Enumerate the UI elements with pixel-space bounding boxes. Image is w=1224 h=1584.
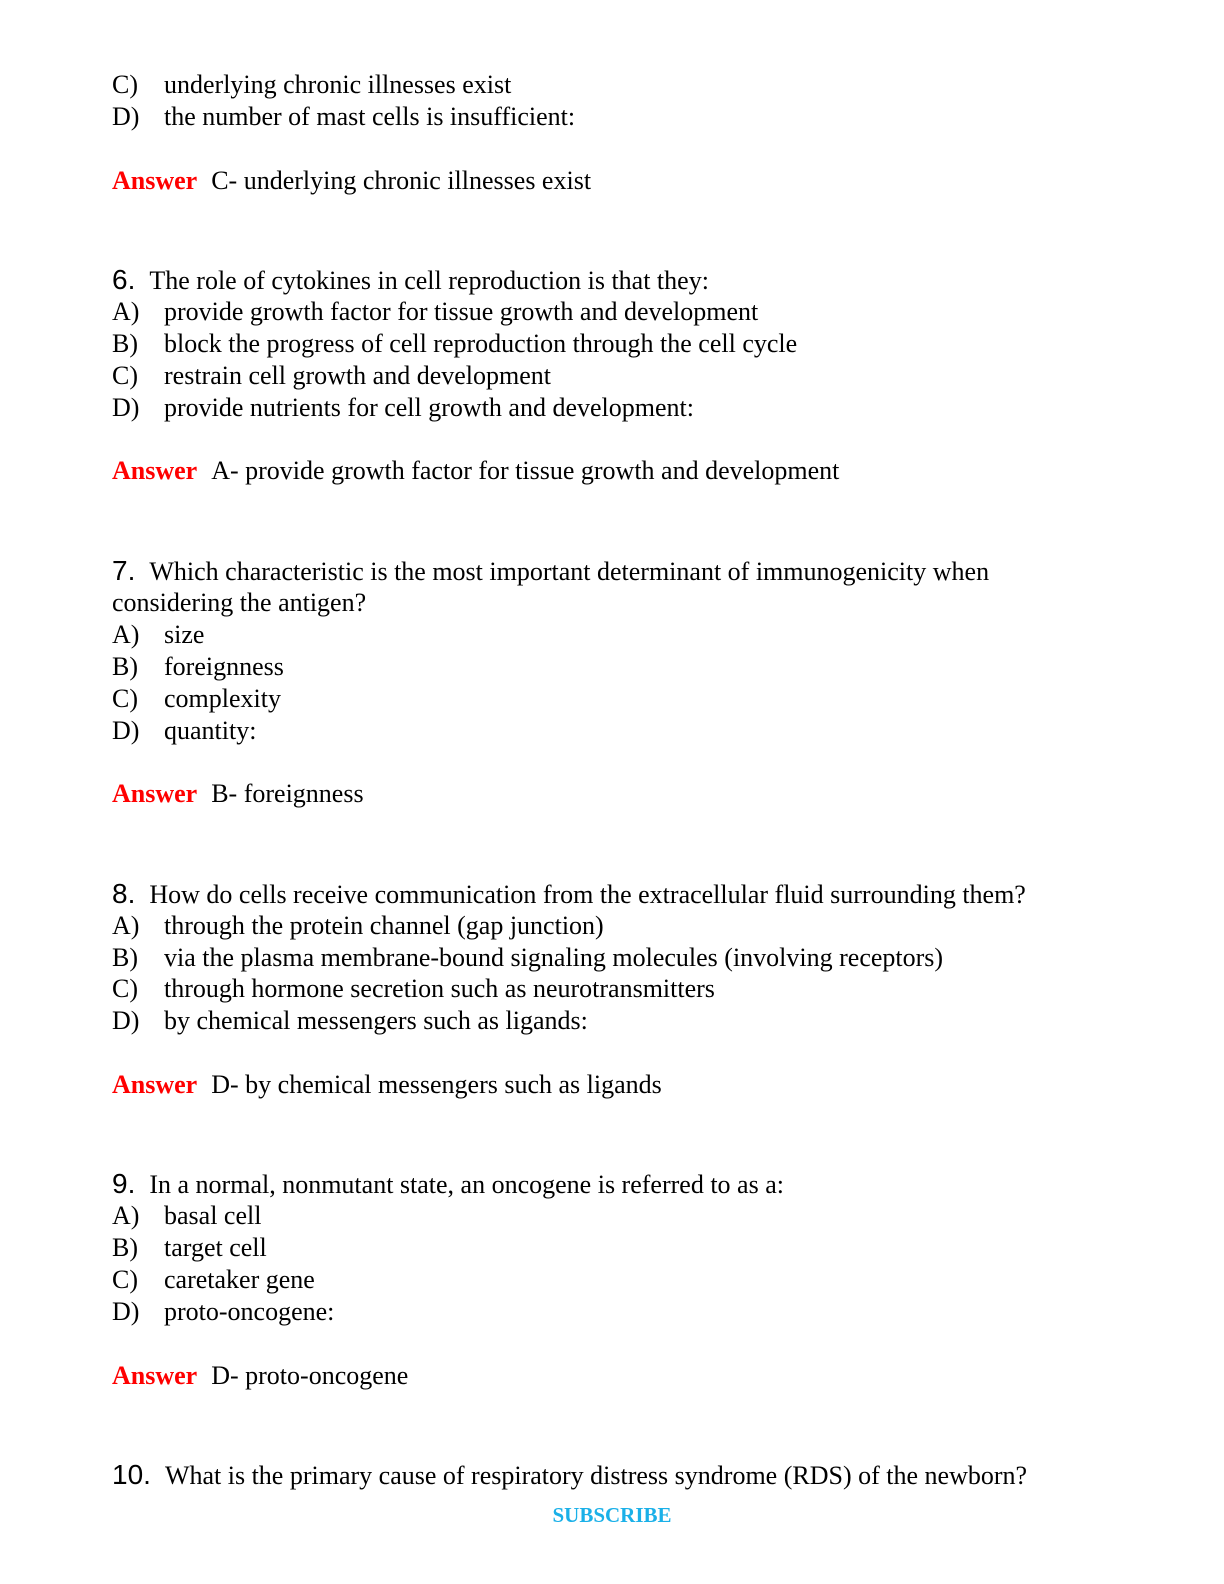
- option-label: B): [112, 1233, 138, 1262]
- answer-line: [112, 455, 839, 487]
- option-label: B): [112, 652, 138, 681]
- option-label: D): [112, 1006, 140, 1035]
- answer-option: [112, 942, 943, 974]
- option-label: A): [112, 1201, 140, 1230]
- answer-line: [112, 1069, 662, 1101]
- option-text: the number of mast cells is insufficient:: [164, 102, 576, 131]
- answer-text: A- provide growth factor for tissue growth and development: [211, 456, 840, 485]
- question-number: 7.: [112, 555, 136, 586]
- option-label: B): [112, 943, 138, 972]
- option-label: A): [112, 297, 140, 326]
- option-text: proto-oncogene:: [164, 1297, 335, 1326]
- answer-option: [112, 1232, 267, 1264]
- answer-label: Answer: [112, 1361, 198, 1390]
- question-number: 10.: [112, 1459, 151, 1490]
- option-text: block the progress of cell reproduction through the cell cycle: [164, 329, 798, 358]
- question: [112, 264, 709, 297]
- option-label: B): [112, 329, 138, 358]
- question: [112, 1459, 1027, 1492]
- option-text: underlying chronic illnesses exist: [164, 70, 512, 99]
- option-text: size: [164, 620, 205, 649]
- answer-option: [112, 392, 694, 424]
- option-text: through the protein channel (gap junction): [164, 911, 604, 940]
- option-text: provide nutrients for cell growth and development:: [164, 393, 694, 422]
- subscribe-link[interactable]: SUBSCRIBE: [552, 1503, 672, 1527]
- question: [112, 555, 989, 588]
- question-number: 8.: [112, 878, 136, 909]
- option-text: caretaker gene: [164, 1265, 315, 1294]
- question-text: Which characteristic is the most important determinant of immunogenicity when: [149, 557, 990, 586]
- option-text: provide growth factor for tissue growth and development: [164, 297, 759, 326]
- answer-label: Answer: [112, 1070, 198, 1099]
- option-label: D): [112, 716, 140, 745]
- option-text: complexity: [164, 684, 281, 713]
- answer-option: [112, 101, 575, 133]
- answer-option: [112, 619, 204, 651]
- question-number: 6.: [112, 264, 136, 295]
- option-text: by chemical messengers such as ligands:: [164, 1006, 588, 1035]
- answer-option: [112, 651, 284, 683]
- option-text: quantity:: [164, 716, 257, 745]
- option-label: C): [112, 974, 138, 1003]
- answer-label: Answer: [112, 166, 198, 195]
- option-label: D): [112, 102, 140, 131]
- question: [112, 1168, 784, 1201]
- answer-option: [112, 360, 551, 392]
- answer-text: B- foreignness: [211, 779, 364, 808]
- option-text: restrain cell growth and development: [164, 361, 551, 390]
- question-text: How do cells receive communication from the extracellular fluid surrounding them?: [149, 880, 1026, 909]
- option-text: basal cell: [164, 1201, 262, 1230]
- answer-text: D- by chemical messengers such as ligands: [211, 1070, 662, 1099]
- answer-line: [112, 778, 364, 810]
- question-text: What is the primary cause of respiratory distress syndrome (RDS) of the newborn?: [164, 1461, 1028, 1490]
- answer-line: [112, 165, 591, 197]
- question-text: The role of cytokines in cell reproduction is that they:: [149, 266, 709, 295]
- option-text: through hormone secretion such as neurotransmitters: [164, 974, 715, 1003]
- option-text: via the plasma membrane-bound signaling molecules (involving receptors): [164, 943, 944, 972]
- option-label: C): [112, 70, 138, 99]
- answer-option: [112, 910, 604, 942]
- answer-option: [112, 683, 281, 715]
- answer-option: [112, 1200, 261, 1232]
- question: [112, 878, 1026, 911]
- question-number: 9.: [112, 1168, 136, 1199]
- answer-text: C- underlying chronic illnesses exist: [211, 166, 592, 195]
- answer-option: [112, 715, 256, 747]
- answer-option: [112, 328, 797, 360]
- option-label: D): [112, 1297, 140, 1326]
- answer-line: [112, 1360, 408, 1392]
- question-text: considering the antigen?: [112, 588, 367, 617]
- option-label: C): [112, 361, 138, 390]
- answer-text: D- proto-oncogene: [211, 1361, 409, 1390]
- answer-label: Answer: [112, 779, 198, 808]
- option-text: foreignness: [164, 652, 284, 681]
- option-label: C): [112, 684, 138, 713]
- answer-option: [112, 973, 715, 1005]
- option-label: A): [112, 620, 140, 649]
- option-text: target cell: [164, 1233, 267, 1262]
- question-text: In a normal, nonmutant state, an oncogene is referred to as a:: [149, 1170, 784, 1199]
- answer-label: Answer: [112, 456, 198, 485]
- answer-option: [112, 1005, 588, 1037]
- answer-option: [112, 1264, 315, 1296]
- question-continuation: [112, 587, 366, 619]
- option-label: C): [112, 1265, 138, 1294]
- option-label: D): [112, 393, 140, 422]
- answer-option: [112, 1296, 334, 1328]
- answer-option: [112, 69, 511, 101]
- answer-option: [112, 296, 758, 328]
- option-label: A): [112, 911, 140, 940]
